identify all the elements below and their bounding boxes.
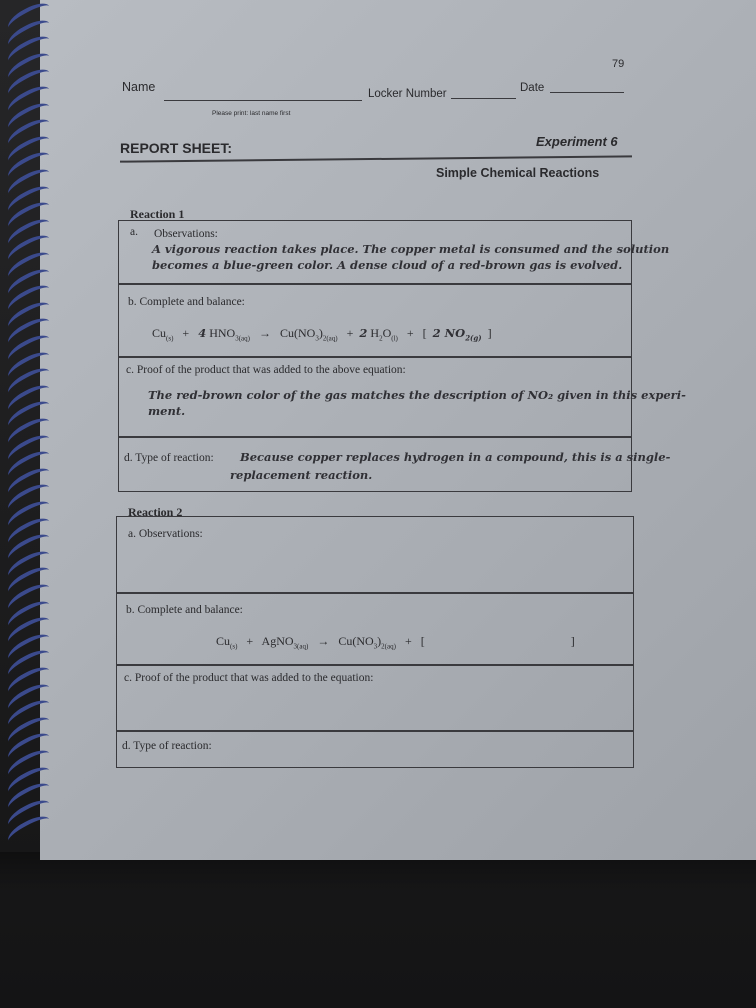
r1-observation-answer-2: becomes a blue-green color. A dense cloud of a red-brown gas is evolved. [152, 258, 623, 272]
r1-eq-h2o-h: H [370, 326, 380, 340]
r1-eq-cu-sub: (s) [166, 334, 174, 343]
header-rule [120, 155, 632, 162]
spiral-binding [0, 0, 60, 840]
r1-eq-cuno3-sub1: 3 [315, 334, 319, 343]
reaction2-divider-b [116, 664, 634, 666]
r1-proof-answer-2: ment. [148, 404, 186, 418]
reaction1-divider-c [118, 436, 632, 438]
r1-eq-plus3: + [406, 326, 414, 340]
print-note: Please print: last name first [212, 110, 291, 117]
r1-observation-answer-1: A vigorous reaction takes place. The copper metal is consumed and the solution [152, 242, 670, 256]
r1-complete-balance-label: b. Complete and balance: [128, 296, 245, 308]
r1-type-answer-2: replacement reaction. [230, 468, 373, 482]
r2-eq-plus1: + [246, 634, 254, 648]
r2-eq-bracket-close: ] [570, 634, 575, 648]
r1-equation [152, 326, 492, 342]
r2-proof-field[interactable] [124, 690, 624, 726]
r1-eq-answer-sub: 2(g) [465, 333, 482, 343]
r2-eq-cuno3: Cu(NO [338, 634, 374, 648]
r1-eq-plus1: + [182, 326, 190, 340]
r2-eq-plus2: + [404, 634, 412, 648]
r1-proof-label: c. Proof of the product that was added to the above equation: [126, 364, 406, 376]
reaction1-divider-a [118, 283, 632, 285]
r2-eq-cu: Cu [216, 634, 231, 648]
r1-observations-label: Observations: [154, 228, 218, 240]
r1-eq-coef-h2o: 2 [359, 326, 368, 340]
r2-type-field[interactable] [240, 738, 620, 762]
r2-eq-cu-sub: (s) [230, 642, 238, 651]
r2-eq-cuno3-sub2: 2(aq) [381, 642, 396, 651]
locker-number-label: Locker Number [368, 88, 447, 100]
r1-eq-h2o-sub1: 2 [379, 334, 383, 343]
r1-eq-answer-formula: 2 NO [432, 326, 466, 340]
r1-eq-h2o-o: O [382, 326, 392, 340]
report-sheet-title: REPORT SHEET: [120, 140, 233, 156]
locker-line[interactable] [451, 98, 516, 99]
r1-eq-hno3: HNO [209, 326, 236, 340]
r1-type-label: d. Type of reaction: [124, 452, 214, 464]
worksheet-page [40, 0, 756, 860]
r1-proof-answer-1: The red-brown color of the gas matches the description of NO₂ given in this experi- [148, 388, 686, 402]
r1-eq-cuno3-close: ) [318, 326, 323, 340]
r1-eq-cuno3: Cu(NO [279, 326, 316, 340]
r1-eq-bracket-close: ] [487, 326, 492, 340]
r2-proof-label: c. Proof of the product that was added to the equation: [124, 672, 374, 684]
date-line[interactable] [550, 92, 624, 93]
reaction2-divider-c [116, 730, 634, 732]
r1-eq-cu: Cu [152, 326, 167, 340]
r1-eq-plus2: + [346, 326, 354, 340]
r1-eq-arrow: → [258, 326, 271, 340]
r2-equation [216, 634, 575, 650]
r1-type-answer-1: Because copper replaces hydrogen in a compound, this is a single- [240, 450, 671, 464]
name-label: Name [122, 80, 156, 94]
page-number: 79 [612, 58, 625, 70]
reaction1-divider-b [118, 356, 632, 358]
r2-type-label: d. Type of reaction: [122, 740, 212, 752]
experiment-number: Experiment 6 [536, 134, 618, 149]
r1-eq-answer[interactable] [432, 326, 482, 343]
r1-eq-cuno3-sub2: 2(aq) [322, 334, 338, 343]
r1-eq-hno3-sub: 3(aq) [235, 334, 250, 343]
r2-eq-agno3: AgNO [261, 634, 294, 648]
r2-observations-field[interactable] [124, 548, 624, 588]
r1-eq-coef-hno3: 4 [198, 326, 207, 340]
r1-a-letter: a. [130, 226, 138, 238]
r2-eq-arrow: → [317, 634, 330, 648]
r1-eq-h2o-sub2: (l) [391, 334, 398, 343]
r2-eq-cuno3-sub1: 3 [373, 642, 378, 651]
r1-eq-bracket-open: [ [422, 326, 427, 340]
r2-complete-balance-label: b. Complete and balance: [126, 604, 243, 616]
experiment-title: Simple Chemical Reactions [436, 166, 600, 180]
reaction2-divider-a [116, 592, 634, 594]
date-label: Date [520, 82, 545, 94]
name-line[interactable] [164, 100, 362, 101]
r2-eq-agno3-sub: 3(aq) [293, 642, 309, 651]
r2-observations-label: a. Observations: [128, 528, 203, 540]
reaction2-title: Reaction 2 [128, 505, 183, 519]
reaction1-title: Reaction 1 [130, 207, 185, 221]
r2-eq-bracket-open: [ [420, 634, 425, 648]
r2-eq-cuno3-close: ) [377, 634, 382, 648]
